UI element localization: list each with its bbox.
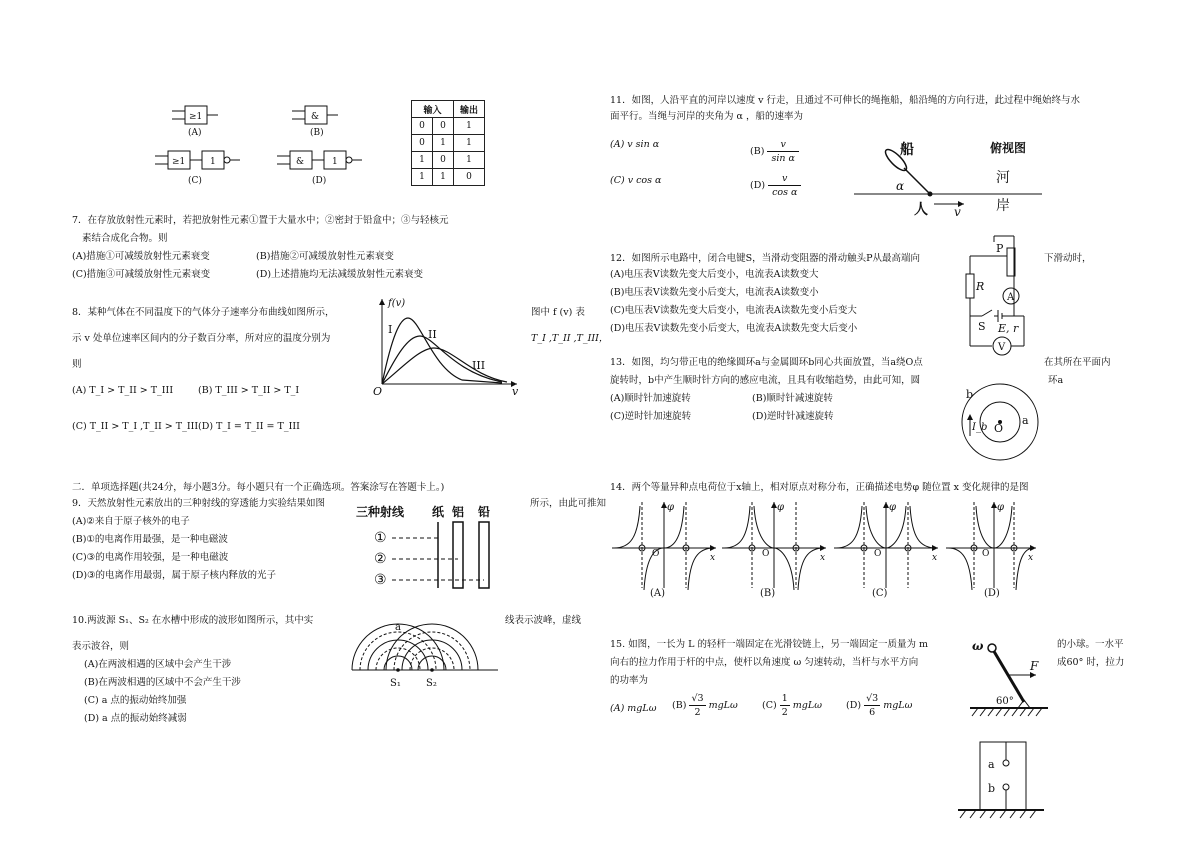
table-cell: 1	[454, 152, 485, 169]
label-ring-b: b	[966, 388, 974, 401]
fraction-numerator: √3	[866, 693, 879, 704]
fraction-numerator: v	[767, 138, 798, 152]
box-figure	[958, 738, 1048, 818]
origin-label: O	[874, 549, 882, 559]
table-row	[412, 118, 485, 135]
q8-stem-3: 则	[72, 359, 82, 370]
graph-b	[722, 502, 826, 599]
q10-stem-2: 表示波谷，则	[72, 641, 130, 652]
q15-option-b-expression: mgLω	[708, 700, 738, 711]
truth-table-header-input: 输入	[412, 101, 454, 118]
origin-label: O	[652, 549, 660, 559]
label-boat: 船	[900, 142, 914, 158]
label-emf: E, r	[998, 322, 1019, 335]
q8-option-a: (A) T_I > T_II > T_III	[72, 385, 174, 396]
q8-option-d: (D) T_I = T_II = T_III	[198, 421, 300, 432]
fraction-numerator: v	[768, 172, 801, 186]
axis-y-label: φ	[777, 502, 785, 513]
source-s1: S₁	[390, 678, 401, 689]
fraction-numerator: 1	[781, 693, 788, 704]
gate-a	[172, 106, 218, 138]
radiation-penetration-figure	[352, 500, 522, 595]
label-center: O	[994, 422, 1004, 435]
label-top-view: 俯视图	[990, 141, 1027, 155]
ammeter-label: A	[1007, 292, 1015, 303]
axis-x-label: x	[710, 553, 716, 563]
label-b: b	[988, 782, 996, 795]
q8-stem-2: 示 v 处单位速率区间内的分子数百分率，所对应的温度分别为	[72, 333, 331, 344]
graph-x-label: v	[512, 385, 519, 398]
material-paper: 纸	[432, 505, 445, 519]
q8-option-c: (C) T_II > T_I ,T_II > T_III	[72, 421, 199, 432]
label-angle: 60°	[996, 696, 1014, 707]
label-r: R	[976, 280, 985, 293]
q12-stem-b: 下滑动时，	[1044, 253, 1092, 264]
wave-interference-figure	[350, 618, 500, 690]
q15-option-d-fraction	[864, 692, 880, 719]
label-switch: S	[978, 320, 986, 333]
q7-stem-2: 素结合成化合物。则	[82, 233, 168, 244]
label-a: a	[988, 758, 995, 771]
boat-towing-figure	[852, 138, 1052, 218]
q11-option-a: (A) v sin α	[610, 139, 660, 150]
gate-a-caption: (A)	[188, 128, 202, 138]
q12-option-c: (C)电压表V读数先变大后变小，电流表A读数先变小后变大	[610, 305, 857, 316]
q8-stem-2b: T_I ,T_II ,T_III，	[531, 333, 609, 344]
q11-option-b-fraction	[767, 138, 798, 165]
label-force: F	[1030, 659, 1039, 673]
label-ring-a: a	[1022, 414, 1029, 427]
q7-option-d: (D)上述措施均无法减缓放射性元素衰变	[256, 269, 424, 280]
gate-d-not: 1	[332, 157, 338, 167]
gate-d-symbol: &	[296, 157, 305, 167]
material-aluminum: 铝	[452, 505, 465, 519]
graph-caption: (A)	[650, 588, 666, 599]
label-alpha: α	[896, 179, 905, 193]
axis-x-label: x	[1028, 553, 1034, 563]
q7-option-a: (A)措施①可减缓放射性元素衰变	[72, 251, 210, 262]
q15-option-b-label: (B)	[672, 700, 687, 711]
origin-label: O	[982, 549, 990, 559]
curve-label-3: III	[472, 359, 486, 372]
q14-stem: 14．两个等量异种点电荷位于x轴上，相对原点对称分布，正确描述电势φ 随位置 x 变化规律的是图	[610, 482, 1029, 493]
q11-option-b-label: (B)	[750, 146, 765, 157]
table-row	[412, 135, 485, 152]
gate-a-symbol: ≥1	[189, 112, 203, 122]
label-p: P	[996, 242, 1004, 255]
q8-stem: 8．某种气体在不同温度下的气体分子速率分布曲线如图所示，	[72, 307, 335, 318]
q13-stem: 13．如图，均匀带正电的绝缘圆环a与金属圆环b同心共面放置，当a绕O点	[610, 357, 923, 368]
q10-option-c: (C) a 点的振动始终加强	[84, 695, 187, 706]
gate-b	[292, 106, 338, 138]
q9-option-c: (C)③的电离作用较强，是一种电磁波	[72, 552, 229, 563]
q10-option-d: (D) a 点的振动始终减弱	[84, 713, 187, 724]
label-velocity: v	[954, 205, 961, 219]
ray-2: ②	[374, 551, 387, 567]
q11-option-c: (C) v cos α	[610, 175, 662, 186]
q13-stem-2: 旋转时，b中产生顺时针方向的感应电流，且具有收缩趋势，由此可知，圆	[610, 375, 921, 386]
q9-option-a: (A)②来自于原子核外的电子	[72, 516, 190, 527]
table-cell: 1	[433, 135, 454, 152]
fraction-numerator: √3	[691, 693, 704, 704]
q11-option-d-label: (D)	[750, 180, 766, 191]
label-river: 河	[996, 170, 1010, 186]
gate-c-symbol: ≥1	[172, 157, 186, 167]
q13-option-b: (B)顺时针减速旋转	[752, 393, 833, 404]
rod-hinge-figure	[964, 636, 1054, 720]
q15-option-c-fraction	[780, 692, 790, 719]
curve-label-1: I	[388, 323, 393, 336]
graph-a	[612, 502, 716, 599]
table-cell: 0	[433, 118, 454, 135]
q13-option-c: (C)逆时针加速旋转	[610, 411, 692, 422]
q9-stem-b: 所示，由此可推知	[530, 498, 607, 509]
q15-option-d-expression: mgLω	[883, 700, 913, 711]
table-row	[412, 152, 485, 169]
q15-option-c-expression: mgLω	[792, 700, 822, 711]
axis-x-label: x	[932, 553, 938, 563]
fraction-denominator: 2	[694, 707, 701, 718]
origin-label: O	[762, 549, 770, 559]
q9-stem: 9．天然放射性元素放出的三种射线的穿透能力实验结果如图	[72, 498, 326, 509]
source-s2: S₂	[426, 678, 437, 689]
table-cell: 0	[412, 135, 433, 152]
label-bank: 岸	[996, 198, 1010, 214]
concentric-rings-figure	[958, 380, 1042, 464]
graph-caption: (C)	[872, 588, 888, 599]
q15-stem-2b: 成60° 时，拉力	[1057, 657, 1125, 668]
q11-option-d-fraction	[768, 172, 801, 199]
voltmeter-label: V	[998, 342, 1006, 353]
table-cell: 0	[454, 169, 485, 186]
gate-d	[277, 151, 362, 186]
q12-option-d: (D)电压表V读数先变小后变大，电流表A读数先变大后变小	[610, 323, 858, 334]
gate-b-caption: (B)	[310, 128, 324, 138]
table-cell: 1	[454, 135, 485, 152]
gate-d-caption: (D)	[312, 176, 327, 186]
q15-option-b	[672, 692, 738, 719]
q15-option-d	[846, 692, 912, 719]
point-a: a	[395, 622, 401, 633]
q15-option-c-label: (C)	[762, 700, 777, 711]
graph-caption: (D)	[984, 588, 1000, 599]
section-2-header: 二．单项选择题(共24分，每小题3分。每小题只有一个正确选项。答案涂写在答题卡上。)	[72, 482, 445, 493]
truth-table-header-output: 输出	[454, 101, 485, 118]
q15-stem-2: 向右的拉力作用于杆的中点，使杆以角速度 ω 匀速转动，当杆与水平方向	[610, 657, 919, 668]
q13-option-d: (D)逆时针减速旋转	[752, 411, 834, 422]
q12-option-b: (B)电压表V读数先变小后变大，电流表A读数变小	[610, 287, 819, 298]
q11-stem: 11．如图，人沿平直的河岸以速度 v 行走，且通过不可伸长的绳拖船，船沿绳的方向行进，此过程中绳始终与水	[610, 95, 1080, 106]
q13-stem-b: 在其所在平面内	[1044, 357, 1111, 368]
table-cell: 1	[454, 118, 485, 135]
axis-y-label: φ	[889, 502, 897, 513]
table-cell: 1	[412, 152, 433, 169]
q12-stem: 12．如图所示电路中，闭合电键S，当滑动变阻器的滑动触头P从最高端向	[610, 253, 920, 264]
material-lead: 铅	[478, 505, 491, 519]
graph-caption: (B)	[760, 588, 776, 599]
logic-gates-figure	[150, 100, 410, 195]
q10-option-a: (A)在两波相遇的区域中会产生干涉	[84, 659, 232, 670]
fig-title: 三种射线	[356, 505, 405, 519]
circuit-figure	[958, 232, 1042, 362]
table-cell: 0	[433, 152, 454, 169]
q7-option-c: (C)措施③可减缓放射性元素衰变	[72, 269, 211, 280]
q15-option-d-label: (D)	[846, 700, 862, 711]
q8-option-b: (B) T_III > T_II > T_I	[198, 385, 300, 396]
graph-c	[834, 502, 938, 599]
ray-3: ③	[374, 572, 387, 588]
table-cell: 0	[412, 118, 433, 135]
q15-stem: 15. 如图，一长为 L 的轻杆一端固定在光滑铰链上，另一端固定一质量为 m	[610, 639, 929, 650]
q10-stem-b: 线表示波峰，虚线	[505, 615, 582, 626]
q10-stem: 10.两波源 S₁、S₂ 在水槽中形成的波形如图所示，其中实	[72, 615, 314, 626]
fraction-denominator: cos α	[772, 187, 798, 198]
q7-stem: 7．在存放放射性元素时，若把放射性元素①置于大量水中；②密封于铅盒中；③与轻核元	[72, 215, 449, 226]
q10-option-b: (B)在两波相遇的区域中不会产生干涉	[84, 677, 241, 688]
q8-stem-b: 图中 f (v) 表	[531, 307, 585, 318]
q7-option-b: (B)措施②可减缓放射性元素衰变	[256, 251, 394, 262]
fraction-denominator: sin α	[771, 153, 795, 164]
gate-b-symbol: &	[311, 112, 320, 122]
table-cell: 1	[412, 169, 433, 186]
ray-1: ①	[374, 530, 387, 546]
table-cell: 1	[433, 169, 454, 186]
gate-c-not: 1	[210, 157, 216, 167]
label-omega: ω	[972, 639, 984, 653]
potential-graphs-figure	[608, 498, 1038, 600]
q15-option-c	[762, 692, 822, 719]
gate-c	[155, 151, 240, 186]
q15-stem-3: 的功率为	[610, 675, 649, 686]
label-current: I_b	[972, 422, 988, 433]
fraction-denominator: 6	[869, 707, 876, 718]
curve-label-2: II	[428, 328, 437, 341]
axis-x-label: x	[820, 553, 826, 563]
graph-origin: O	[373, 385, 383, 398]
q13-option-a: (A)顺时针加速旋转	[610, 393, 691, 404]
graph-d	[946, 502, 1036, 599]
axis-y-label: φ	[997, 502, 1005, 513]
q15-option-b-fraction	[689, 692, 705, 719]
truth-table	[411, 100, 485, 186]
speed-distribution-graph	[372, 296, 522, 396]
q9-option-b: (B)①的电离作用最强，是一种电磁波	[72, 534, 228, 545]
graph-y-label: f(v)	[388, 298, 406, 309]
q11-stem-2: 面平行。当绳与河岸的夹角为 α ，船的速率为	[610, 111, 803, 122]
q9-option-d: (D)③的电离作用最弱，属于原子核内释放的光子	[72, 570, 277, 581]
table-row	[412, 169, 485, 186]
q11-option-d	[750, 172, 801, 199]
gate-c-caption: (C)	[188, 176, 202, 186]
q12-option-a: (A)电压表V读数先变大后变小，电流表A读数变大	[610, 269, 819, 280]
q11-option-b	[750, 138, 799, 165]
q15-stem-b: 的小球。一水平	[1057, 639, 1124, 650]
fraction-denominator: 2	[781, 707, 788, 718]
q15-option-a: (A) mgLω	[610, 703, 657, 714]
axis-y-label: φ	[667, 502, 675, 513]
q13-stem-2b: 环a	[1048, 375, 1064, 386]
label-person: 人	[914, 202, 928, 218]
